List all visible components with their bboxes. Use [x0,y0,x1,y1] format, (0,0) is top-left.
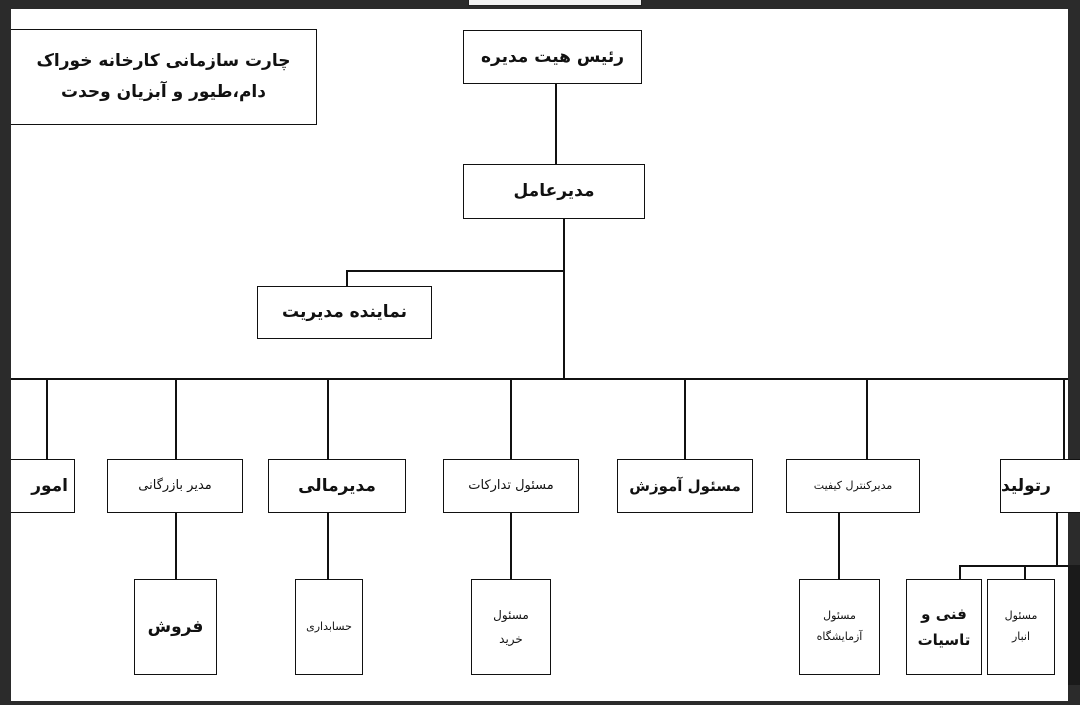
window-left-border [0,0,11,705]
connector-admin [46,378,48,459]
node-commercial-manager-label: مدیر بازرگانی [138,478,212,494]
node-procurement-officer-label: مسئول تدارکات [468,478,554,494]
connector-accounting [327,512,329,579]
window-bottom-border [0,701,1080,705]
node-sales [134,579,217,675]
node-laboratory-line1: مسئول [823,609,856,623]
node-admin-affairs [11,459,75,513]
connector-production [1063,378,1065,459]
connector-production-down [1056,512,1058,566]
node-technical-line1: فنی و [921,604,967,623]
connector-rep-horizontal [346,270,565,272]
node-finance-manager-label: مدیرمالی [298,475,376,496]
node-technical-facilities [906,579,982,675]
node-procurement-officer [443,459,579,513]
connector-main-bus [11,378,1068,380]
node-ceo [463,164,645,219]
node-warehouse-line2: انبار [1011,630,1031,643]
node-management-rep [257,286,432,339]
connector-lab [838,512,840,579]
node-quality-manager [786,459,920,513]
node-finance-manager [268,459,406,513]
node-purchasing-line1: مسئول [493,607,529,622]
node-laboratory-line2: آزمایشگاه [816,630,863,643]
node-technical-line2: تاسیات [917,631,971,649]
connector-production-sub-bus [959,565,1068,567]
node-sales-label: فروش [147,616,204,637]
connector-ceo-trunk [563,218,565,380]
connector-quality [866,378,868,459]
node-accounting-label: حسابداری [306,619,352,633]
connector-purchasing [510,512,512,579]
connector-finance [327,378,329,459]
node-commercial-manager [107,459,243,513]
node-purchasing [471,579,551,675]
connector-technical [959,565,961,579]
connector-sales [175,512,177,579]
node-production-manager-label: رتولید [1001,475,1051,496]
connector-commercial [175,378,177,459]
right-edge-strip [1068,565,1080,685]
connector-procurement [510,378,512,459]
connector-warehouse [1024,565,1026,579]
connector-training [684,378,686,459]
chart-title-line1: چارت سازمانی کارخانه خوراک [36,51,291,72]
node-accounting [295,579,363,675]
window-tab [468,0,642,6]
node-purchasing-line2: خرید [499,632,523,646]
node-production-manager [1000,459,1080,513]
chart-title-box [11,29,317,125]
node-admin-affairs-label: امور [31,475,68,496]
node-laboratory [799,579,880,675]
node-training-officer-label: مسئول آموزش [629,476,741,495]
node-management-rep-label: نماینده مدیریت [282,302,407,323]
node-warehouse-line1: مسئول [1004,609,1038,623]
node-chairman-label: رئیس هیت مدیره [480,46,625,67]
node-warehouse [987,579,1055,675]
node-quality-manager-label: مدیرکنترل کیفیت [813,478,893,492]
node-training-officer [617,459,753,513]
connector-chairman-ceo [555,83,557,164]
chart-title-line2: دام،طیور و آبزیان وحدت [61,82,266,102]
node-chairman [463,30,642,84]
connector-rep-vertical [346,270,348,286]
node-ceo-label: مدیرعامل [513,181,595,202]
